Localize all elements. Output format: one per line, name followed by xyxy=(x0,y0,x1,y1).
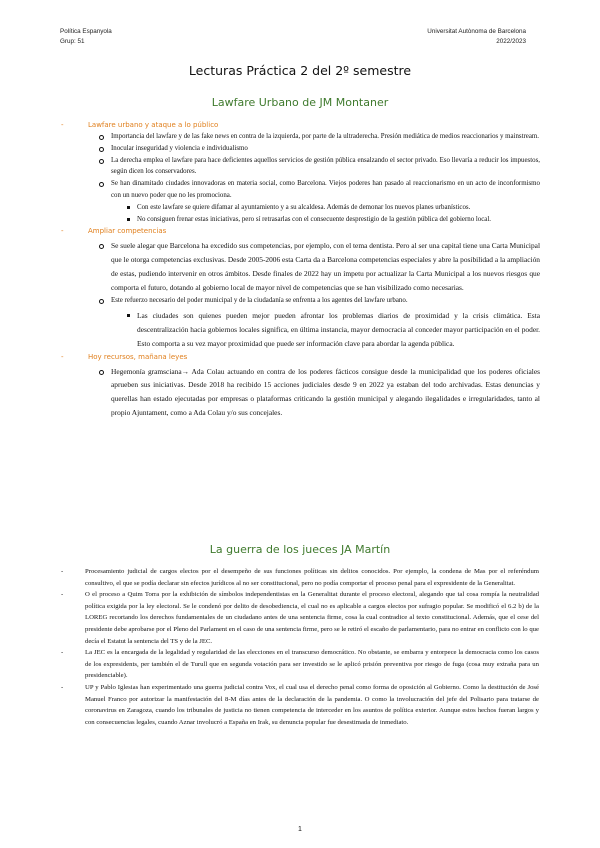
header-group: Grup: 51 xyxy=(60,38,85,45)
header-university: Universitat Autònoma de Barcelona xyxy=(427,28,526,35)
list-item: Hegemonía gramsciana→ Ada Colau actuando en contra de los poderes fácticos consigue desde la municipalidad que los poderes oficiales aprueben sus iniciativas. Desde 2018 ha recibido 15 acciones judiciales desde 9 en 2022 ya estaban del todo archivadas. Estas denuncias y querellas han estado ejecutadas por empresas o plataformas criticando la gestión municipal y alegando ilegalidades e irregularidades, tanto al propio Ajuntament, como a Ada Colau y/o sus concejales. xyxy=(0,365,600,421)
square-bullet-icon xyxy=(127,218,130,221)
list-subitem: Las ciudades son quienes pueden mejor pueden afrontar los problemas diarios de proximidad y la crisis climática. Esta descentralización hacia gobiernos locales significa, en última instancia, mayor democracia al conceder mayor participación en el poder. Esto comporta a su vez mayor proximidad que puede ser información clave para abordar la agenda pública. xyxy=(0,309,600,351)
list-item: Se suele alegar que Barcelona ha excedido sus competencias, por ejemplo, con el tema dentista. Pero al ser una capital tiene una Carta Municipal que le otorga competencias exclusivas. Desde 2005-2006 esta Carta da a Barcelona competencias especiales y abre la posibilidad a la ampliación de estas, pudiendo intervenir en otros ámbitos. Desde finales de 2022 hay un ímpetu por actualizar la Carta Municipal a los nuevos riesgos que comporta el futuro, dotando al gobierno local de mayor nivel de competencias que se han visibilizado como necesarias. xyxy=(0,239,600,295)
section-title-lawfare: Lawfare Urbano de JM Montaner xyxy=(211,96,389,109)
square-bullet-icon xyxy=(127,314,130,317)
circle-bullet-icon xyxy=(99,159,104,164)
subheading-hoy-recursos: - Hoy recursos, mañana leyes xyxy=(61,352,188,361)
list-item: - La JEC es la encargada de la legalidad y regularidad de las elecciones en el transcurso democrático. No obstante, se embarra y entorpece la democracia como los casos de los expresidents, per también el de Turull que en segunda votación para ser investido se le aplicó prisión preventiva por riesgo de fuga (cosa muy extraña para un presidenciable). xyxy=(61,649,539,680)
list-subitem: No consiguen frenar estas iniciativas, pero sí retrasarlas con el consecuente desprestigio de la gestión pública del gobierno local. xyxy=(0,214,600,226)
list-item: La derecha emplea el lawfare para hace deficientes aquellos servicios de gestión pública ensalzando el sector privado. Eso llevaría a reducir los impuestos, según dicen los conservadores. xyxy=(0,155,600,179)
circle-bullet-icon xyxy=(99,244,104,249)
circle-bullet-icon xyxy=(99,299,104,304)
square-bullet-icon xyxy=(127,206,130,209)
list-item: - O el proceso a Quim Torra por la exhibición de símbolos independentistas en la Generalitat durante el proceso electoral, alegando que tal cosa rompía la neutralidad política exigida por la ley electoral. Se le condenó por delito de desobediencia, el cual no es aplicable a cargos electos por sufragio popular. Se modificó el 6.2 b) de la LOREG recortando los derechos fundamentales de un ciudadano antes de una sentencia firme, cosa la cual contradice al texto constitucional. Además, que el cese del presidente debe aprobarse por el Pleno del Parlament en el caso de una sentencia firme, pero se le retiró el escaño de parlamentario, para no entrar en conflicto con lo que decía el Estatut la sentencia del TS y de la JEC. xyxy=(61,591,539,645)
section-guerra-body xyxy=(0,566,600,728)
list-item: Se han dinamitado ciudades innovadoras en materia social, como Barcelona. Viejos poderes han pasado al reaccionarismo en un acto de inconformismo con un nuevo poder que no les promociona. xyxy=(0,178,600,202)
page-number: 1 xyxy=(298,826,302,833)
subheading-ampliar-competencias: - Ampliar competencias xyxy=(61,227,167,236)
circle-bullet-icon xyxy=(99,182,104,187)
list-item: Este refuerzo necesario del poder municipal y de la ciudadanía se enfrenta a los agentes del lawfare urbano. xyxy=(0,295,600,307)
header-year: 2022/2023 xyxy=(496,38,526,45)
section-title-guerra-jueces: La guerra de los jueces JA Martín xyxy=(209,543,391,556)
circle-bullet-icon xyxy=(99,135,104,140)
section-lawfare-body xyxy=(0,119,600,420)
list-item: Inocular inseguridad y violencia e individualismo xyxy=(0,143,600,155)
subheading-lawfare-urbano: - Lawfare urbano y ataque a lo público xyxy=(61,121,219,129)
list-item: Importancia del lawfare y de las fake news en contra de la izquierda, por parte de la ultraderecha. Presión mediática de medios reaccionarios y mainstream. xyxy=(0,131,600,143)
header-right xyxy=(427,27,526,47)
circle-bullet-icon xyxy=(99,370,104,375)
list-item: - Procesamiento judicial de cargos electos por el desempeño de sus funciones políticas sin delitos conocidos. Por ejemplo, la condena de Mas por el referéndum consultivo, el que se podía declarar sin efectos jurídicos al no ser constitucional, pero no podía comportar el proceso penal para el expresidente de la Generalitat. xyxy=(61,568,539,587)
document-title: Lecturas Práctica 2 del 2º semestre xyxy=(188,63,412,78)
header-left xyxy=(60,27,112,47)
list-item: - UP y Pablo Iglesias han experimentado una guerra judicial contra Vox, el cual usa el derecho penal como forma de oposición al Gobierno. Como la destitución de José Manuel Franco por autorizar la manifestación del 8-M días antes de la declaración de la pandemia. O como la involucración del jefe del Polisario para tratarse de coronavirus en Zaragoza, cuando los tribunales de justicia no tienen competencia de interceder en los asuntos de política exterior. Aunque estos hechos fueran largos y con consecuencias legales, cuando Aznar involucró a España en Irak, su denuncia popular fue desestimada de inmediato. xyxy=(61,683,539,726)
header-course: Política Espanyola xyxy=(60,28,112,35)
circle-bullet-icon xyxy=(99,147,104,152)
list-subitem: Con este lawfare se quiere difamar al ayuntamiento y a su alcaldesa. Además de demonar los nuevos planes urbanísticos. xyxy=(0,202,600,214)
